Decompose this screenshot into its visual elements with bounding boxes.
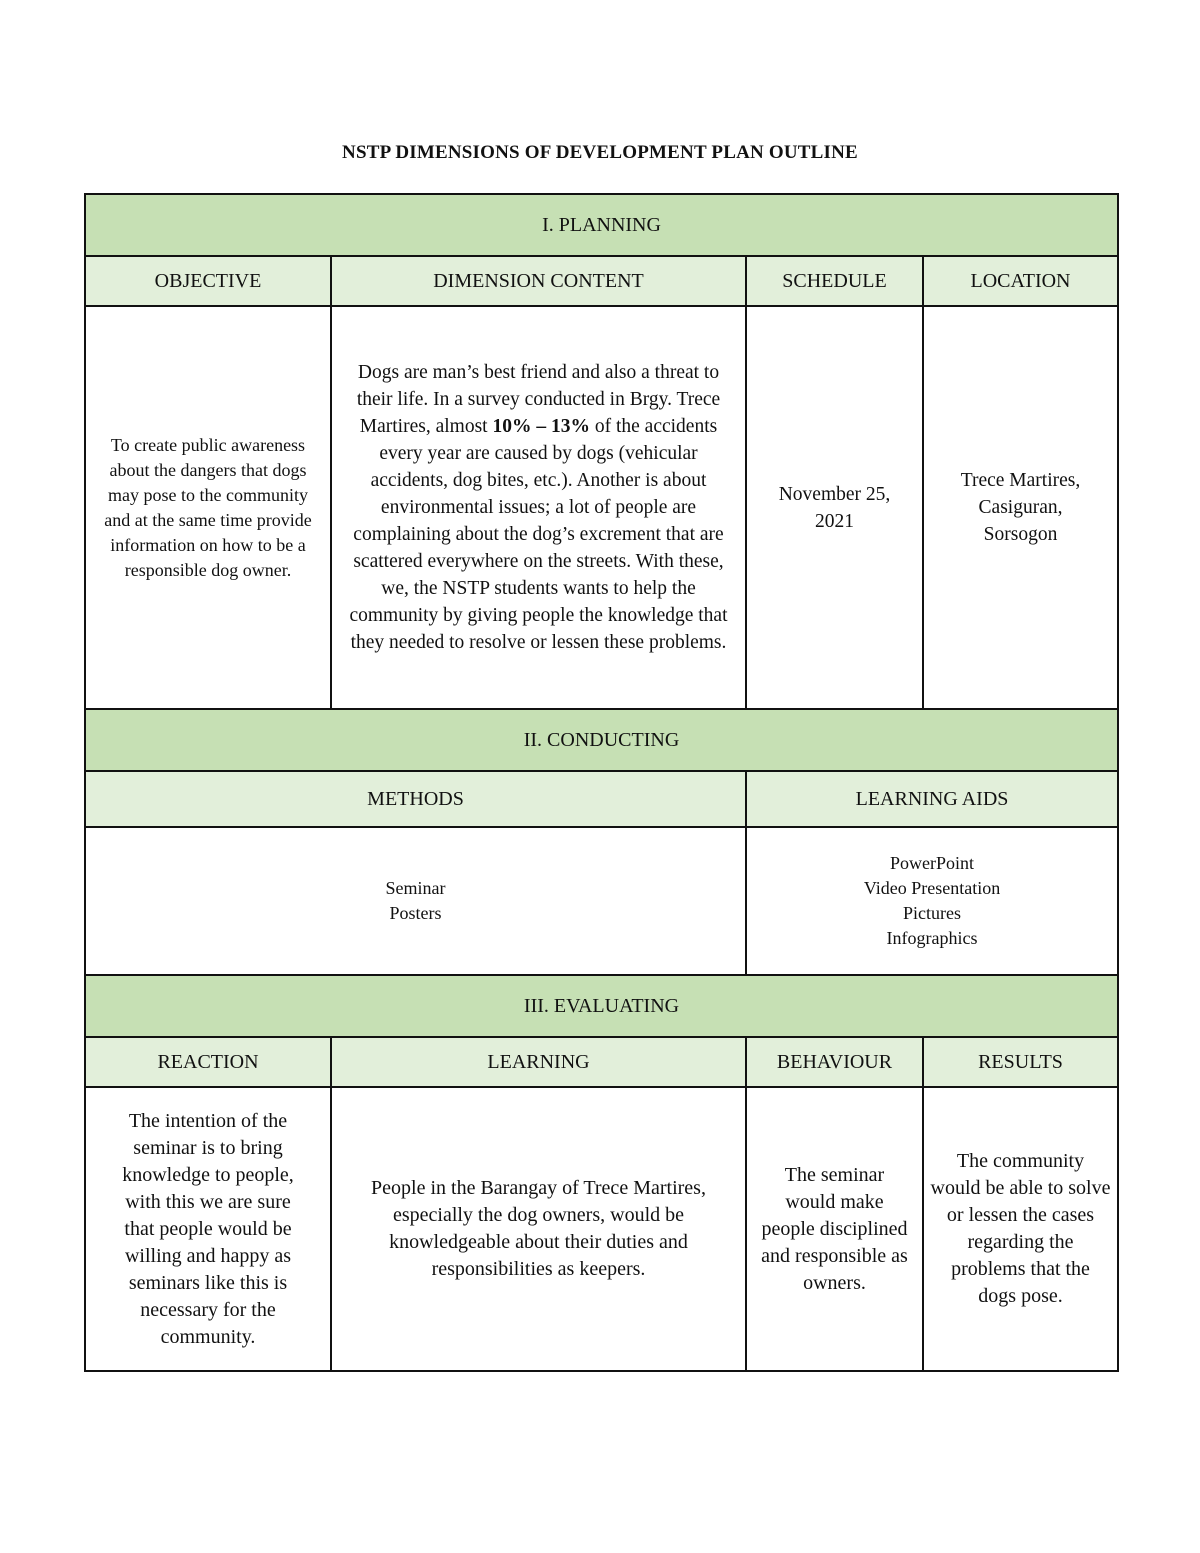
learning-aids-cell bbox=[746, 827, 1118, 975]
methods-column-header: METHODS bbox=[85, 771, 746, 827]
conducting-section-header: II. CONDUCTING bbox=[85, 709, 1118, 771]
content-text-part-1: Dogs are man’s best friend and also a threat to their life. In a survey conducted in Brgy. Trece Martires, almost bbox=[356, 362, 721, 437]
objective-cell: To create public awareness about the dangers that dogs may pose to the community and at the same time provide information on how to be a responsible dog owner. bbox=[85, 306, 331, 709]
learning-column-header: LEARNING bbox=[331, 1037, 746, 1087]
location-cell: Trece Martires, Casiguran, Sorsogon bbox=[923, 306, 1118, 709]
learning-aid-item: Pictures bbox=[903, 903, 961, 923]
content-text-part-2: of the accidents every year are caused by dogs (vehicular accidents, dog bites, etc.). Another is about environmental issues; a lot of people are complaining about the dog’s excrement that are scattered everywhere on the streets. With these, we, the NSTP students wants to help the community by giving people the knowledge that they needed to resolve or lessen these problems. bbox=[349, 416, 728, 653]
reaction-cell: The intention of the seminar is to bring knowledge to people, with this we are sure that people would be willing and happy as seminars like this is necessary for the community. bbox=[85, 1087, 331, 1371]
dimension-content-cell bbox=[331, 306, 746, 709]
learning-aid-item: PowerPoint bbox=[890, 853, 975, 873]
method-item: Seminar bbox=[385, 878, 446, 898]
dimension-content-column-header: DIMENSION CONTENT bbox=[331, 256, 746, 306]
results-column-header: RESULTS bbox=[923, 1037, 1118, 1087]
development-plan-table bbox=[84, 193, 1119, 1372]
schedule-column-header: SCHEDULE bbox=[746, 256, 923, 306]
evaluating-section-header: III. EVALUATING bbox=[85, 975, 1118, 1037]
learning-aid-item: Infographics bbox=[886, 928, 978, 948]
objective-column-header: OBJECTIVE bbox=[85, 256, 331, 306]
page-title: NSTP DIMENSIONS OF DEVELOPMENT PLAN OUTLINE bbox=[342, 142, 858, 163]
method-item: Posters bbox=[389, 903, 442, 923]
results-cell: The community would be able to solve or lessen the cases regarding the problems that the dogs pose. bbox=[923, 1087, 1118, 1371]
behaviour-cell: The seminar would make people disciplined and responsible as owners. bbox=[746, 1087, 923, 1371]
schedule-cell: November 25, 2021 bbox=[746, 306, 923, 709]
location-column-header: LOCATION bbox=[923, 256, 1118, 306]
planning-section-header: I. PLANNING bbox=[85, 194, 1118, 256]
learning-aids-column-header: LEARNING AIDS bbox=[746, 771, 1118, 827]
reaction-column-header: REACTION bbox=[85, 1037, 331, 1087]
methods-cell bbox=[85, 827, 746, 975]
content-text-percentage: 10% – 13% bbox=[492, 416, 590, 437]
learning-aid-item: Video Presentation bbox=[863, 878, 1001, 898]
learning-cell: People in the Barangay of Trece Martires, especially the dog owners, would be knowledgeable about their duties and responsibilities as keepers. bbox=[331, 1087, 746, 1371]
behaviour-column-header: BEHAVIOUR bbox=[746, 1037, 923, 1087]
